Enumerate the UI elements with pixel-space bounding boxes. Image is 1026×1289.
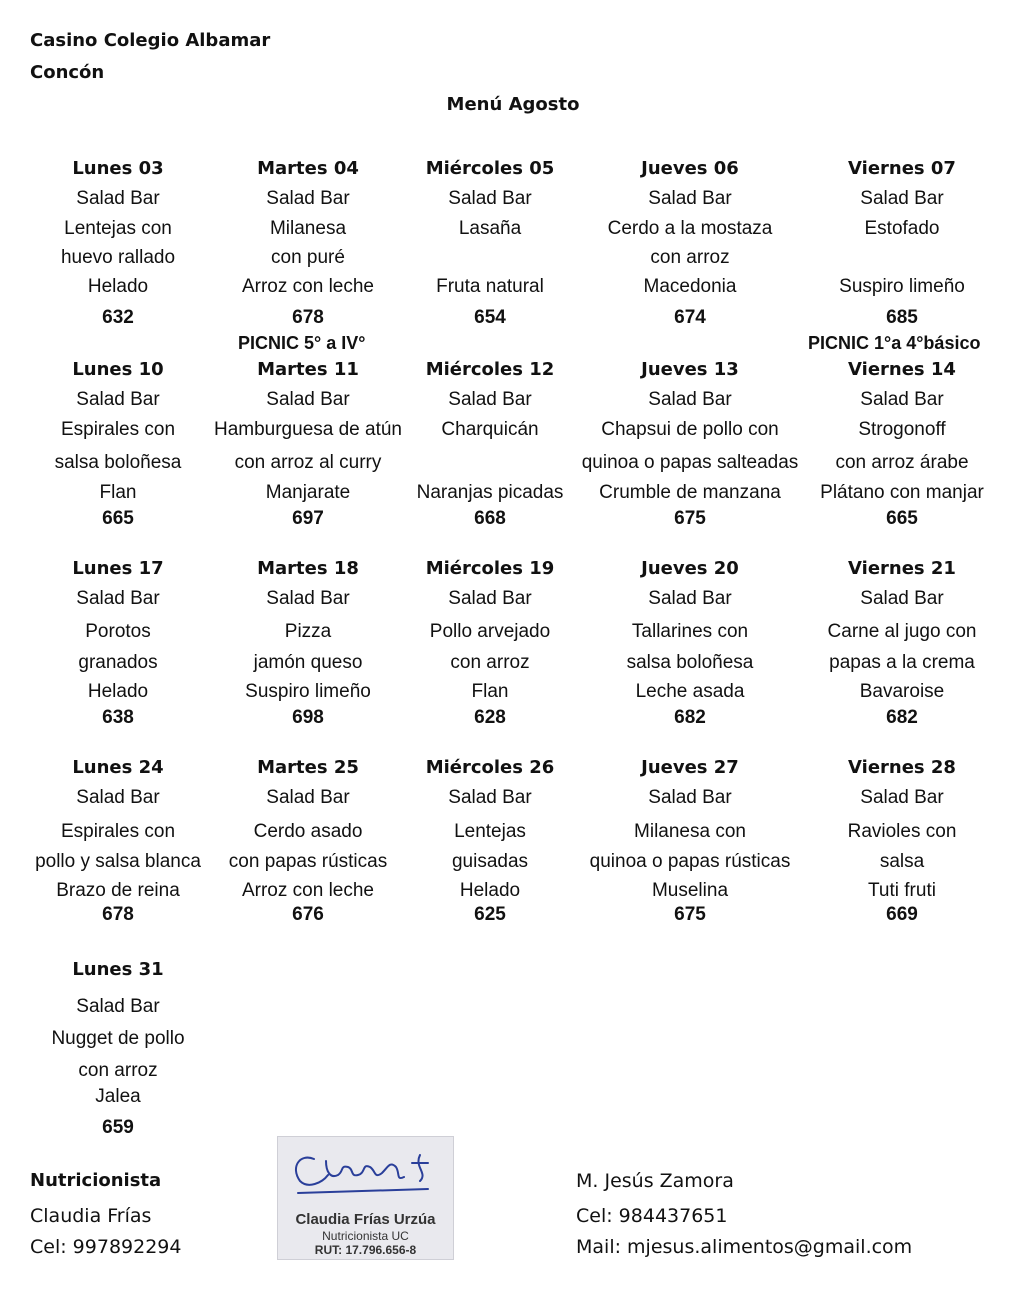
menu-item: Macedonia [643,276,737,297]
menu-item: Salad Bar [860,188,944,209]
menu-item: Muselina [651,880,729,901]
stamp-rut: RUT: 17.796.656-8 [314,1243,417,1257]
menu-item: guisadas [451,851,529,872]
day-heading: Jueves 20 [641,558,739,579]
calorie-count: 685 [886,307,918,328]
menu-item: Porotos [85,621,151,642]
signature-mark [278,1137,453,1209]
menu-item: Helado [87,276,149,297]
calorie-count: 682 [674,707,706,728]
day-heading: Viernes 07 [848,158,956,179]
day-heading: Miércoles 19 [425,558,555,579]
menu-item: huevo rallado [60,247,176,268]
calorie-count: 669 [886,904,918,925]
menu-item: Fruta natural [436,276,544,297]
menu-item: Salad Bar [266,588,350,609]
calorie-count: 638 [102,707,134,728]
day-heading: Viernes 21 [848,558,956,579]
calorie-count: 674 [674,307,706,328]
menu-item: Suspiro limeño [839,276,965,297]
menu-item: con arroz al curry [234,452,382,473]
menu-item: salsa boloñesa [54,452,182,473]
menu-item: Crumble de manzana [599,482,781,503]
menu-item: Ravioles con [847,821,957,842]
menu-item: quinoa o papas salteadas [581,452,799,473]
day-heading: Viernes 28 [848,757,956,778]
day-heading: Lunes 03 [72,158,164,179]
menu-item: Tallarines con [631,621,749,642]
calorie-count: 628 [474,707,506,728]
menu-item: quinoa o papas rústicas [589,851,791,872]
menu-item: Tuti fruti [868,880,936,901]
menu-item: Pollo arvejado [429,621,551,642]
calorie-count: 625 [474,904,506,925]
menu-item: jamón queso [253,652,363,673]
day-heading: Martes 11 [257,359,359,380]
calorie-count: 676 [292,904,324,925]
calorie-count: 665 [886,508,918,529]
menu-item: Carne al jugo con [827,621,977,642]
menu-item: Salad Bar [648,588,732,609]
menu-item: Brazo de reina [56,880,180,901]
menu-item: con arroz árabe [835,452,969,473]
signature-stamp [277,1136,454,1260]
menu-item: Salad Bar [266,188,350,209]
calorie-count: 675 [674,904,706,925]
stamp-title: Nutricionista UC [322,1229,409,1243]
menu-item: con arroz [450,652,530,673]
day-heading: Jueves 06 [641,158,739,179]
menu-item: Flan [99,482,137,503]
calorie-count: 675 [674,508,706,529]
menu-item: Jalea [95,1086,141,1107]
menu-item: Cerdo asado [253,821,363,842]
day-heading: Jueves 13 [641,359,739,380]
nutritionist-phone: Cel: 997892294 [30,1236,182,1258]
menu-item: Arroz con leche [241,276,374,297]
menu-item: Lentejas [454,821,526,842]
menu-item: Salad Bar [448,588,532,609]
menu-item: con papas rústicas [228,851,388,872]
menu-item: Milanesa con [634,821,746,842]
calorie-count: 678 [292,307,324,328]
menu-item: Naranjas picadas [416,482,564,503]
menu-item: Espirales con [60,821,176,842]
menu-item: Bavaroise [859,681,945,702]
menu-item: con arroz [650,247,730,268]
menu-item: Salad Bar [648,787,732,808]
menu-item: con arroz [78,1060,158,1081]
menu-item: Pizza [284,621,332,642]
menu-item: Estofado [864,218,940,239]
menu-item: salsa [879,851,925,872]
day-heading: Viernes 14 [848,359,956,380]
menu-item: Lentejas con [64,218,172,239]
day-heading: Miércoles 26 [425,757,555,778]
menu-item: Salad Bar [448,787,532,808]
menu-item: Cerdo a la mostaza [607,218,773,239]
calorie-count: 682 [886,707,918,728]
menu-item: Salad Bar [648,389,732,410]
menu-item: Salad Bar [448,188,532,209]
calorie-count: 698 [292,707,324,728]
menu-item: Salad Bar [860,588,944,609]
menu-title: Menú Agosto [446,94,580,115]
menu-item: Salad Bar [266,787,350,808]
calorie-count: 659 [102,1117,134,1138]
menu-item: salsa boloñesa [626,652,754,673]
stamp-name: Claudia Frías Urzúa [295,1211,436,1228]
picnic-note-martes: PICNIC 5° a IV° [238,333,366,353]
menu-item: Salad Bar [76,588,160,609]
menu-item: Salad Bar [76,188,160,209]
menu-item: Suspiro limeño [245,681,371,702]
menu-item: Chapsui de pollo con [601,419,779,440]
nutritionist-role: Nutricionista [30,1170,162,1191]
calorie-count: 665 [102,508,134,529]
menu-item: papas a la crema [829,652,975,673]
menu-item: Hamburguesa de atún [213,419,402,440]
menu-item: Flan [471,681,509,702]
menu-item: Salad Bar [860,787,944,808]
menu-item: granados [78,652,158,673]
day-heading: Martes 25 [257,757,359,778]
contact-phone: Cel: 984437651 [576,1205,728,1227]
menu-item: Strogonoff [858,419,946,440]
day-heading: Lunes 17 [72,558,164,579]
contact-mail: Mail: mjesus.alimentos@gmail.com [576,1236,913,1258]
menu-item: Salad Bar [76,996,160,1017]
menu-item: Arroz con leche [241,880,374,901]
day-heading: Martes 18 [257,558,359,579]
day-heading: Miércoles 05 [425,158,555,179]
menu-item: Charquicán [441,419,539,440]
menu-item: pollo y salsa blanca [35,851,201,872]
day-heading: Lunes 31 [72,959,164,980]
menu-item: Manjarate [265,482,351,503]
menu-item: Salad Bar [448,389,532,410]
day-heading: Martes 04 [257,158,359,179]
menu-item: Helado [87,681,149,702]
day-heading: Lunes 10 [72,359,164,380]
day-heading: Jueves 27 [641,757,739,778]
day-heading: Lunes 24 [72,757,164,778]
calorie-count: 668 [474,508,506,529]
picnic-note-viernes: PICNIC 1°a 4°básico [808,333,981,353]
calorie-count: 697 [292,508,324,529]
menu-item: Helado [459,880,521,901]
menu-item: Salad Bar [76,389,160,410]
menu-item: Lasaña [458,218,522,239]
menu-item: Milanesa [269,218,347,239]
menu-item: Plátano con manjar [820,482,984,503]
menu-item: Salad Bar [648,188,732,209]
school-name: Casino Colegio Albamar [30,30,271,51]
menu-item: Nugget de pollo [51,1028,185,1049]
calorie-count: 632 [102,307,134,328]
nutritionist-name: Claudia Frías [30,1205,152,1227]
menu-item: Salad Bar [266,389,350,410]
menu-item: Salad Bar [76,787,160,808]
menu-item: Salad Bar [860,389,944,410]
calorie-count: 678 [102,904,134,925]
city-name: Concón [30,62,105,83]
menu-item: Leche asada [635,681,745,702]
calorie-count: 654 [474,307,506,328]
menu-item: con puré [271,247,345,268]
day-heading: Miércoles 12 [425,359,555,380]
contact-name: M. Jesús Zamora [576,1170,734,1192]
menu-item: Espirales con [60,419,176,440]
